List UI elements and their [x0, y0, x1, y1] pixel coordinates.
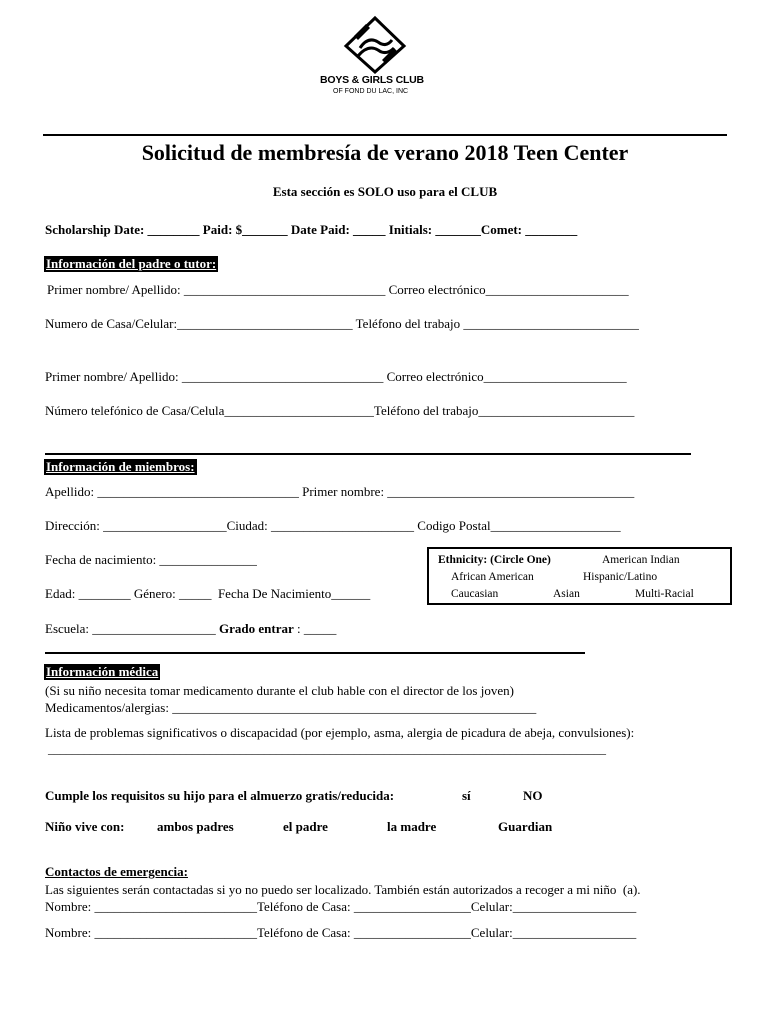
grade-label: Grado entrar: [219, 621, 294, 636]
conditions-field[interactable]: _____________________________________________________________________________________________: [48, 742, 606, 756]
club-use-fields: Scholarship Date: ________ Paid: $_______ Date Paid: _____ Initials: _______Comet: ________: [45, 222, 578, 237]
boys-girls-club-logo-icon: [340, 14, 410, 74]
free-lunch-no-option[interactable]: NO: [523, 788, 543, 803]
lives-with-guardian-option[interactable]: Guardian: [498, 819, 553, 834]
member-age-gender-field[interactable]: Edad: ________ Género: _____ Fecha De Nacimiento______: [45, 586, 371, 601]
emergency-contact-2-field[interactable]: Nombre: _________________________Teléfono de Casa: __________________Celular:___________________: [45, 925, 637, 940]
free-lunch-yes-option[interactable]: sí: [462, 788, 471, 803]
grade-blank: : _____: [293, 621, 337, 636]
free-lunch-question: Cumple los requisitos su hijo para el almuerzo gratis/reducida:: [45, 788, 395, 803]
lives-with-mother-option[interactable]: la madre: [387, 819, 437, 834]
parent1-phone-field[interactable]: Numero de Casa/Celular:___________________________ Teléfono del trabajo ___________________________: [45, 316, 639, 331]
medications-allergies-field[interactable]: Medicamentos/alergias: ________________________________________________________: [45, 700, 537, 715]
lives-with-both-parents-option[interactable]: ambos padres: [157, 819, 234, 834]
conditions-prompt: Lista de problemas significativos o discapacidad (por ejemplo, asma, alergia de picadura de abeja, convulsiones):: [45, 725, 635, 740]
parent-section-heading: Información del padre o tutor:: [46, 256, 217, 271]
lives-with-father-option[interactable]: el padre: [283, 819, 328, 834]
parent2-name-email-field[interactable]: Primer nombre/ Apellido: _______________________________ Correo electrónico______________________: [45, 369, 627, 384]
member-address-field[interactable]: Dirección: ___________________Ciudad: ______________________ Codigo Postal____________________: [45, 518, 621, 533]
school-label: Escuela: ___________________: [45, 621, 220, 636]
club-use-notice: Esta sección es SOLO uso para el CLUB: [272, 184, 498, 199]
medical-section-heading: Información médica: [46, 664, 159, 679]
parent1-name-email-field[interactable]: Primer nombre/ Apellido: _______________________________ Correo electrónico______________________: [47, 282, 629, 297]
page-title: Solicitud de membresía de verano 2018 Teen Center: [141, 140, 629, 165]
parent2-phone-field[interactable]: Número telefónico de Casa/Celula_______________________Teléfono del trabajo________________________: [45, 403, 635, 418]
title-top-rule: [43, 134, 727, 136]
emergency-section-heading: Contactos de emergencia:: [45, 864, 188, 879]
medical-note: (Si su niño necesita tomar medicamento durante el club hable con el director de los joven): [45, 683, 514, 698]
logo-org-subtitle: OF FOND DU LAC, INC: [333, 88, 409, 95]
section-divider: [45, 652, 585, 654]
member-dob-field[interactable]: Fecha de nacimiento: _______________: [45, 552, 257, 567]
ethnicity-option-american-indian[interactable]: American Indian: [602, 554, 680, 566]
emergency-note: Las siguientes serán contactadas si yo no puedo ser localizado. También están autorizados a recoger a mi niño (a).: [45, 882, 641, 897]
member-school-grade-field[interactable]: [45, 621, 336, 637]
ethnicity-option-multi-racial[interactable]: Multi-Racial: [635, 588, 694, 600]
emergency-contact-1-field[interactable]: Nombre: _________________________Teléfono de Casa: __________________Celular:___________________: [45, 899, 637, 914]
ethnicity-option-caucasian[interactable]: Caucasian: [451, 588, 499, 600]
ethnicity-label: Ethnicity: (Circle One): [438, 554, 551, 566]
ethnicity-option-hispanic-latino[interactable]: Hispanic/Latino: [583, 571, 658, 583]
section-divider: [45, 453, 691, 455]
member-section-heading: Información de miembros:: [46, 459, 195, 474]
member-name-field[interactable]: Apellido: _______________________________ Primer nombre: ______________________________________: [45, 484, 635, 499]
lives-with-label: Niño vive con:: [45, 819, 125, 834]
ethnicity-option-african-american[interactable]: African American: [451, 571, 534, 583]
ethnicity-option-asian[interactable]: Asian: [553, 588, 580, 600]
logo-org-name: BOYS & GIRLS CLUB: [320, 74, 424, 86]
